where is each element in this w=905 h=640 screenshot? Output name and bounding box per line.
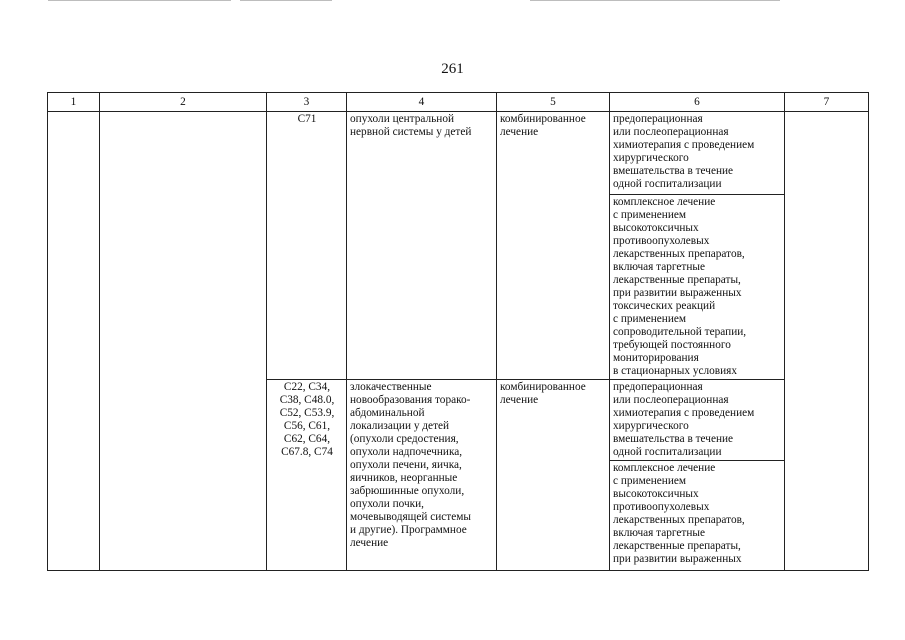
- column-header: 4: [347, 93, 497, 112]
- cell-col1: [48, 112, 100, 571]
- column-header: 5: [497, 93, 610, 112]
- treatment-type: комбинированное лечение: [497, 380, 610, 571]
- scan-edge-line: [240, 0, 332, 1]
- condition-description: злокачественные новообразования торако- абдоминальной локализации у детей (опухоли средостения, опухоли надпочечника, опухоли печени, яичка, яичников, неорганные забрюшинные опухоли, опухоли почки, мочевыводящей системы и другие). Программное лечение: [347, 380, 497, 571]
- medical-care-table: [47, 92, 869, 571]
- treatment-method: предоперационная или послеоперационная химиотерапия с проведением хирургического вмешательства в течение одной госпитализации: [610, 380, 785, 461]
- column-number-row: [48, 93, 869, 112]
- cell-col2: [100, 112, 267, 571]
- scan-edge-line: [530, 0, 780, 1]
- column-header: 3: [267, 93, 347, 112]
- treatment-type: комбинированное лечение: [497, 112, 610, 380]
- condition-description: опухоли центральной нервной системы у детей: [347, 112, 497, 380]
- scan-edge-line: [48, 0, 231, 1]
- diagnosis-code: C71: [267, 112, 347, 380]
- page-number: 261: [441, 61, 464, 77]
- column-header: 1: [48, 93, 100, 112]
- table-row: [48, 112, 869, 195]
- column-header: 6: [610, 93, 785, 112]
- diagnosis-codes: C22, C34, C38, C48.0, C52, C53.9, C56, C61, C62, C64, C67.8, C74: [267, 380, 347, 571]
- column-header: 2: [100, 93, 267, 112]
- column-header: 7: [785, 93, 869, 112]
- cell-col7: [785, 112, 869, 571]
- treatment-method: комплексное лечение с применением высокотоксичных противоопухолевых лекарственных препаратов, включая таргетные лекарственные препараты, при развитии выраженных: [610, 461, 785, 571]
- treatment-method: предоперационная или послеоперационная химиотерапия с проведением хирургического вмешательства в течение одной госпитализации: [610, 112, 785, 195]
- treatment-method: комплексное лечение с применением высокотоксичных противоопухолевых лекарственных препаратов, включая таргетные лекарственные препараты, при развитии выраженных токсических реакций с применением сопроводительной терапии, требующей постоянного мониторирования в стационарных условиях: [610, 195, 785, 380]
